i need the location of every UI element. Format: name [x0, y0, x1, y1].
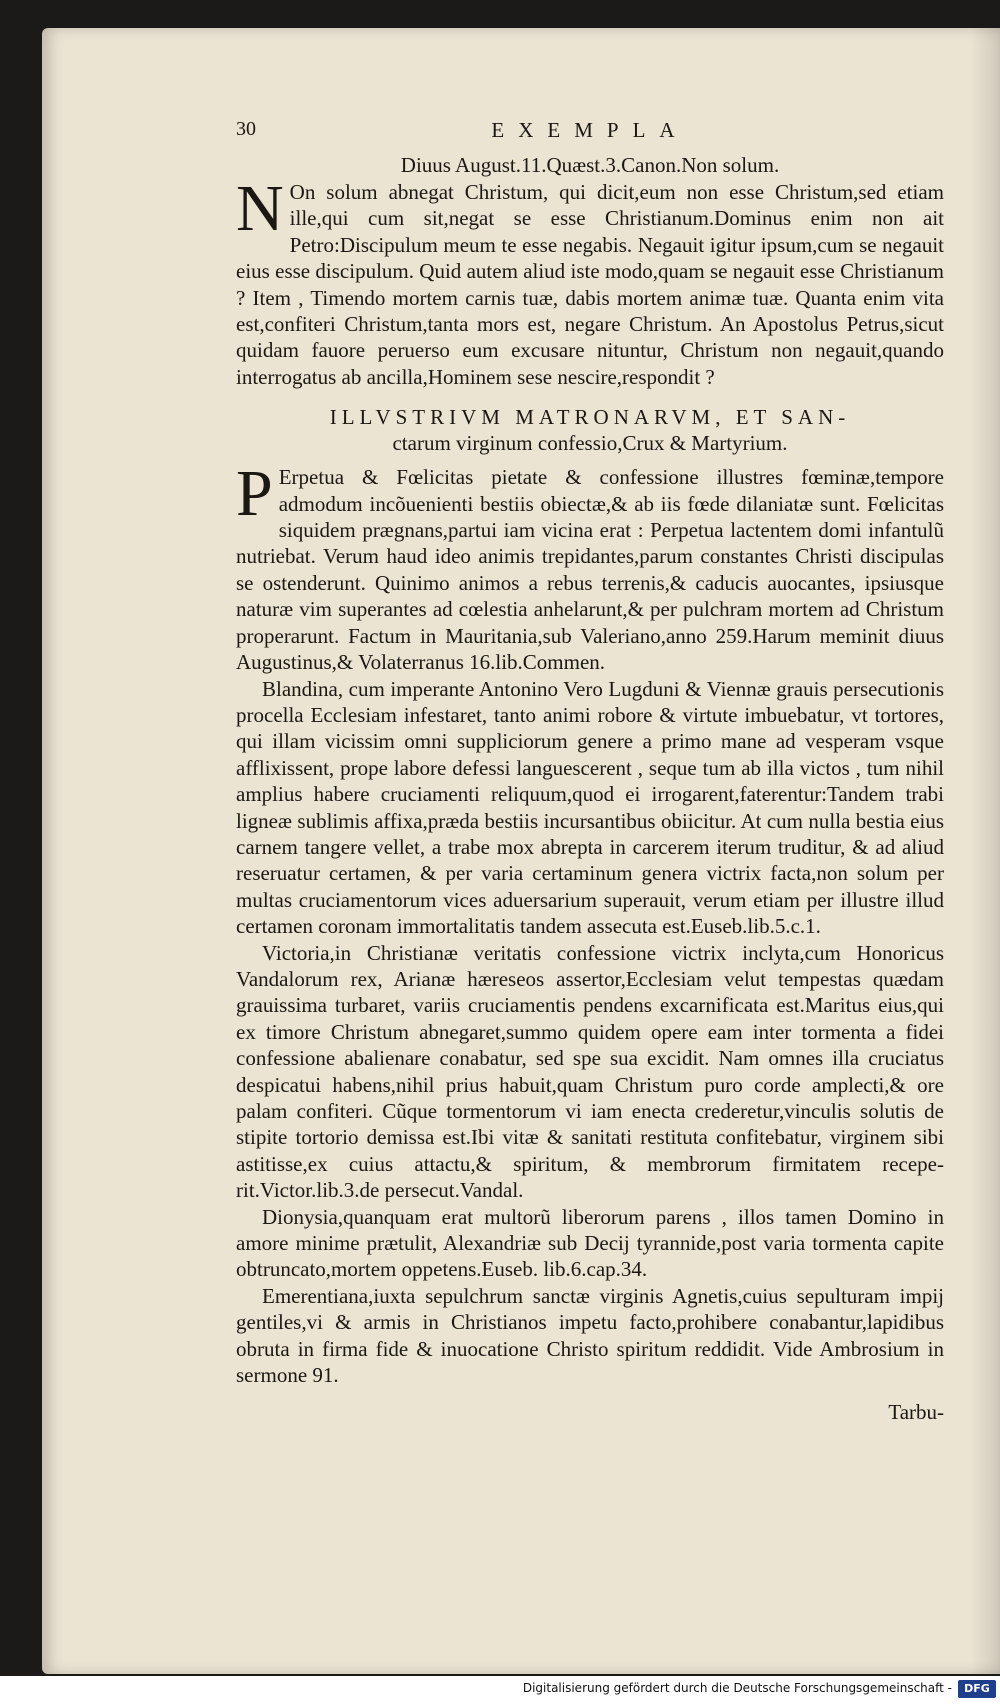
- intro-text: On solum abnegat Christum, qui dicit,eum non esse Christum,sed etiam ille,qui cum sit,negat se esse Christianum.Dominus enim non ait Petro:Discipulum meum te esse negabis. Negauit igitur ipsum,cum se negauit eius esse discipulum. Quid autem aliud iste modo,quam se negauit esse Christianum ? Item , Timendo mortem carnis tuæ, dabis mortem animæ tuæ. Quanta enim vita est,confiteri Christum,tanta mors est, negare Christum. An Apostolus Petrus,sicut quidam fauore peruerso eum excusare nituntur, Christum non negauit,quando interrogatus ab ancilla,Hominem sese nescire,respondit ?: [236, 180, 944, 389]
- section-title: [236, 404, 944, 456]
- canon-reference: Diuus August.11.Quæst.3.Canon.Non solum.: [400, 153, 780, 177]
- emerentiana-paragraph: Emerentiana,iuxta sepulchrum sanctæ virginis Agnetis,cuius sepulturam impij gentiles,vi & armis in Christianos impetu facto,prohibere conabantur,lapidibus obruta in firma fide & inuocatione Christo spiritum reddidit. Vide Ambrosium in sermone 91.: [236, 1283, 944, 1388]
- footer-bar: [0, 1676, 1000, 1704]
- dfg-logo-icon[interactable]: DFG: [958, 1680, 996, 1698]
- page-edge-shadow: [970, 28, 1000, 1674]
- dropcap-n: N: [236, 172, 284, 245]
- page-number: 30: [236, 118, 256, 140]
- victoria-paragraph: Victoria,in Christianæ veritatis confessione victrix inclyta,cum Honoricus Vandalorum rex, Arianæ hæreseos assertor,Ecclesiam velut tempestas quædam grauissima turbaret, variis cruciamentis pendens excarnificata est.Maritus eius,qui ex timore Christum abnegaret,summo quidem opere eam inter tormenta a fidei confessione abalienare conabatur, sed spe sua excidit. Nam omnes illa cruciatus despicatui habens,nihil prius habuit,quam Christum puro corde amplecti,& ore palam confiteri. Cũque tormentorum vi iam enecta crederetur,vinculis solutis de stipite tortorio demissa est.Ibi vitæ & sanitati restituta confitebatur, virginem sibi astitisse,ex cuius attactu,& spiritum, & membrorum firmitatem recepe-rit.Victor.lib.3.de persecut.Vandal.: [236, 940, 944, 1203]
- perpetua-paragraph: [236, 457, 944, 675]
- perpetua-text: Erpetua & Fœlicitas pietate & confessione illustres fœminæ,tempore admodum incõuenienti bestiis obiectæ,& ab iis fœde dilaniatæ sunt. Fœlicitas siquidem prægnans,partui iam vicina erat : Perpetua lactentem domi infantulũ nutriebat. Verum haud ideo animis trepidantes,parum constantes Christi discipulas se ostenderunt. Quinimo animos a rebus terrenis,& caducis auocantes, ipsiusque naturæ vim superantes ad cœlestia anhelarunt,& per pulchram mortem ad Christum properarunt. Factum in Mauritania,sub Valeriano,anno 259.Harum meminit diuus Augustinus,& Volaterranus 16.lib.Commen.: [236, 465, 944, 675]
- intro-paragraph: [236, 172, 944, 390]
- catchword: Tarbu-: [888, 1400, 944, 1425]
- page-content: [236, 118, 944, 1425]
- funding-credit[interactable]: Digitalisierung gefördert durch die Deutsche Forschungsgemeinschaft -: [522, 1681, 952, 1695]
- section-title-line2: ctarum virginum confessio,Crux & Martyrium.: [392, 431, 788, 456]
- page-header: [236, 118, 944, 152]
- dropcap-p: P: [236, 457, 273, 531]
- blandina-paragraph: Blandina, cum imperante Antonino Vero Lugduni & Viennæ grauis persecutionis procella Ecclesiam infestaret, tanto animi robore & virtute imbuebatur, vt tortores, qui illam vicissim omni suppliciorum genere a primo mane ad vesperam vsque afflixissent, prope labore defessi languescerent , seque tum ab illa victos , tum nihil amplius habere cruciamenti reliquum,quod ei irrogarent,faterentur:Tandem trabi ligneæ sublimis affixa,præda bestiis incursantibus obiicitur. At cum nulla bestia eius carnem tangere vellet, a trabe mox abrepta in carcerem iterum truditur, & ad aliud reseruatur certamen, & per varia certaminum genera victrix facta,non solum per multas cruciamentorum vices aduersarium superauit, verum etiam per illustre illud certamen coronam immortalitatis tandem assecuta est.Euseb.lib.5.c.1.: [236, 676, 944, 939]
- dionysia-paragraph: Dionysia,quanquam erat multorũ liberorum parens , illos tamen Domino in amore minime prætulit, Alexandriæ sub Decij tyrannide,post varia tormenta capite obtruncato,mortem oppetens.Euseb. lib.6.cap.34.: [236, 1204, 944, 1282]
- section-title-line1: ILLVSTRIVM MATRONARVM, ET SAN-: [329, 405, 851, 430]
- running-head: EXEMPLA: [491, 118, 689, 142]
